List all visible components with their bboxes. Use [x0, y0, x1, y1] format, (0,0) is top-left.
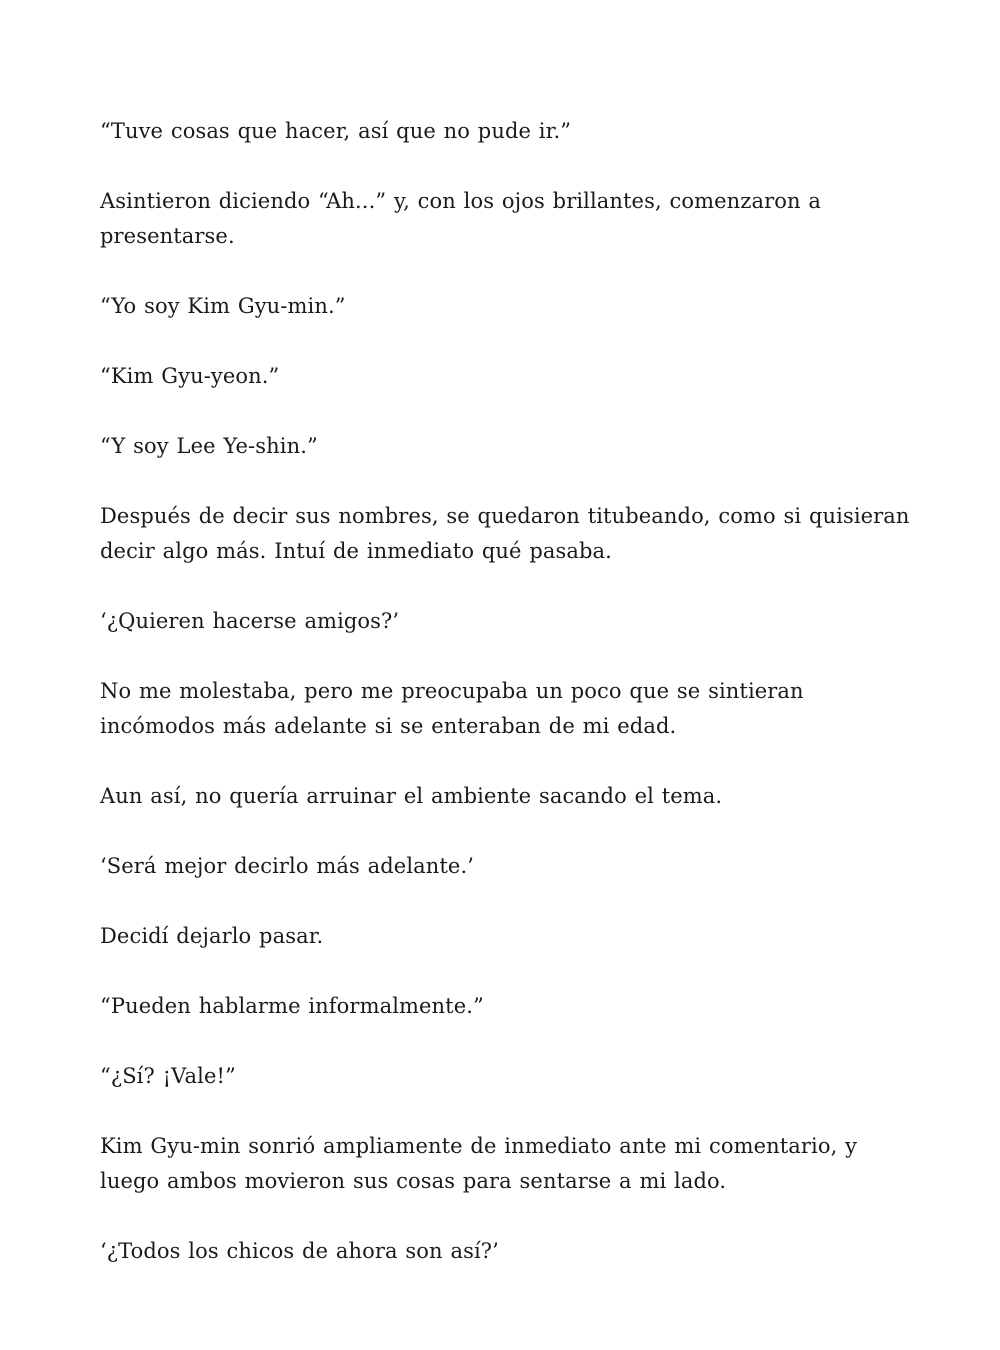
paragraph: Kim Gyu-min sonrió ampliamente de inmediato ante mi comentario, y luego ambos movieron sus cosas para sentarse a mi lado. — [100, 1134, 858, 1193]
paragraph: “Yo soy Kim Gyu-min.” — [100, 294, 346, 318]
paragraph: Después de decir sus nombres, se quedaron titubeando, como si quisieran decir algo más. Intuí de inmediato qué pasaba. — [100, 504, 910, 563]
paragraph: Decidí dejarlo pasar. — [100, 924, 324, 948]
paragraph: Asintieron diciendo “Ah...” y, con los ojos brillantes, comenzaron a presentarse. — [100, 189, 821, 248]
paragraph: “Y soy Lee Ye-shin.” — [100, 434, 318, 458]
paragraph: “Tuve cosas que hacer, así que no pude ir.” — [100, 119, 572, 143]
paragraph: ‘¿Todos los chicos de ahora son así?’ — [100, 1239, 499, 1263]
document-body — [100, 114, 910, 1304]
paragraph: “Kim Gyu-yeon.” — [100, 364, 280, 388]
paragraph: “Pueden hablarme informalmente.” — [100, 994, 484, 1018]
paragraph: “¿Sí? ¡Vale!” — [100, 1064, 236, 1088]
paragraph: ‘Será mejor decirlo más adelante.’ — [100, 854, 475, 878]
paragraph: No me molestaba, pero me preocupaba un poco que se sintieran incómodos más adelante si se enteraban de mi edad. — [100, 679, 804, 738]
paragraph: Aun así, no quería arruinar el ambiente sacando el tema. — [100, 784, 723, 808]
paragraph: ‘¿Quieren hacerse amigos?’ — [100, 609, 400, 633]
